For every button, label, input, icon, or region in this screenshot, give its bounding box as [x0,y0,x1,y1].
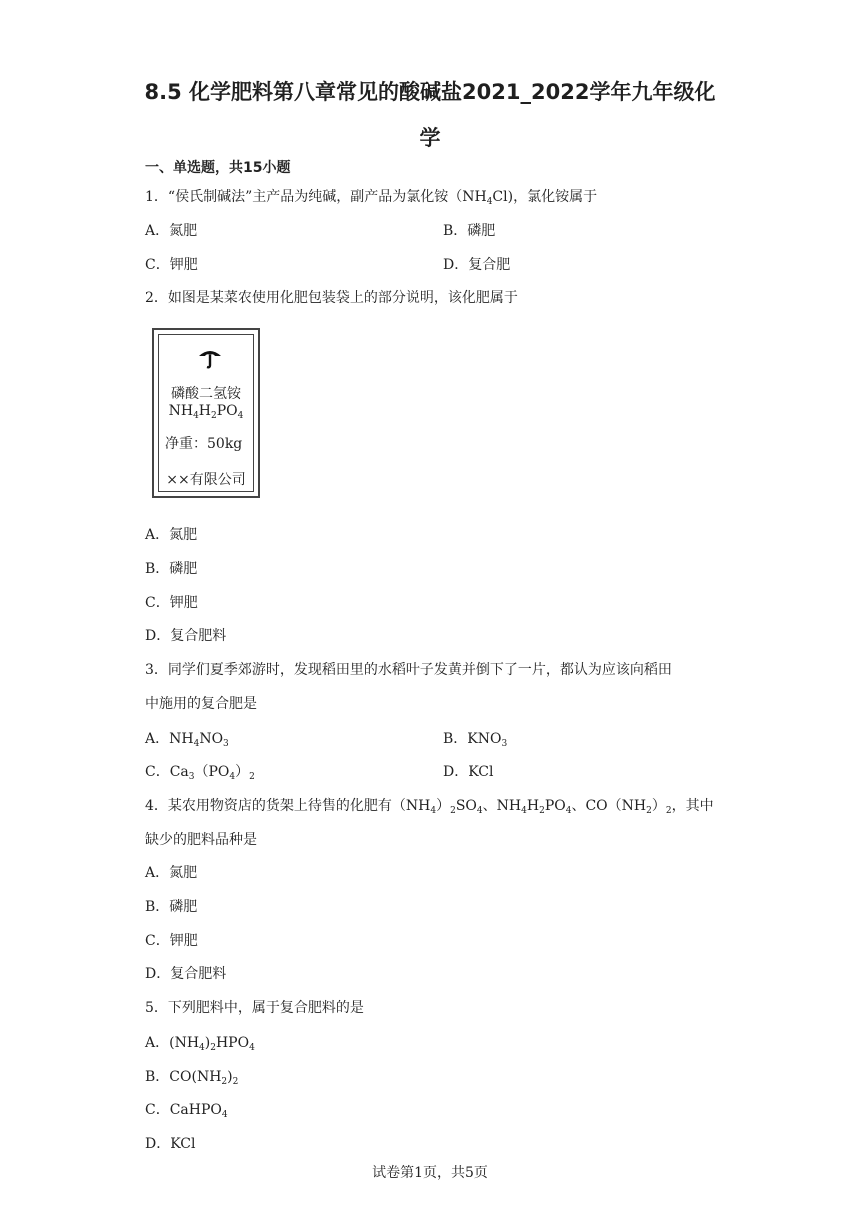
q1-stem: 1．“侯氏制碱法”主产品为纯碱，副产品为氯化铵$(NH_4Cl)$，氯化铵属于 [145,189,598,207]
q2-stem: 2．如图是某菜农使用化肥包装袋上的部分说明，该化肥属于 [145,290,518,306]
q4-stem-line2: 缺少的肥料品种是 [145,832,257,848]
q5-option-c: C．CaHPO$_4$ [145,1102,228,1120]
q5-option-d: D．KCl [145,1136,196,1152]
label-net-weight: 净重：50kg [165,436,243,452]
page-title-line1: 8.5 化学肥料第八章常见的酸碱盐2021_2022学年九年级化 [144,80,716,104]
q3-option-a: A．$NH_4NO_3$ [145,731,229,749]
page-footer: 试卷第1页，共5页 [372,1165,488,1181]
q2-option-d: D．复合肥料 [145,628,227,644]
q1-option-b: B．磷肥 [443,223,496,239]
q5-stem: 5．下列肥料中，属于复合肥料的是 [145,1000,364,1016]
q1-option-d: D．复合肥 [443,257,511,273]
q4-option-a: A．氮肥 [145,865,198,881]
page-title-line2: 学 [419,126,441,150]
q3-stem-line2: 中施用的复合肥是 [145,696,257,712]
fertilizer-label-figure [152,328,260,498]
q3-option-c: C．$Ca_3(PO_4)_2$ [145,764,255,782]
q4-stem-line1: 4．某农用物资店的货架上待售的化肥有$(NH_4)_2SO_4$、$NH_4H_2PO_4$、$CO(NH_2)_2$，其中 [145,798,714,816]
label-product-name: 磷酸二氢铵 [171,386,241,402]
q4-option-d: D．复合肥料 [145,966,227,982]
q3-option-b: B．$KNO_3$ [443,731,508,749]
q3-option-d: D．KCl [443,764,494,780]
q4-option-c: C．钾肥 [145,933,198,949]
q5-option-a: A．$(NH_4)_2HPO_4$ [145,1035,255,1053]
q2-option-a: A．氮肥 [145,527,198,543]
q3-stem-line1: 3．同学们夏季郊游时，发现稻田里的水稻叶子发黄并倒下了一片，都认为应该向稻田 [145,662,672,678]
label-formula: $NH_4H_2PO_4$ [168,403,244,421]
section-heading: 一、单选题，共15小题 [145,160,291,176]
q2-option-b: B．磷肥 [145,561,198,577]
q1-option-a: A．氮肥 [145,223,198,239]
q5-option-b: B．$CO(NH_2)_2$ [145,1069,239,1087]
q4-option-b: B．磷肥 [145,899,198,915]
umbrella-icon [197,347,223,369]
q1-option-c: C．钾肥 [145,257,198,273]
q2-option-c: C．钾肥 [145,595,198,611]
label-company: ××有限公司 [166,472,246,488]
